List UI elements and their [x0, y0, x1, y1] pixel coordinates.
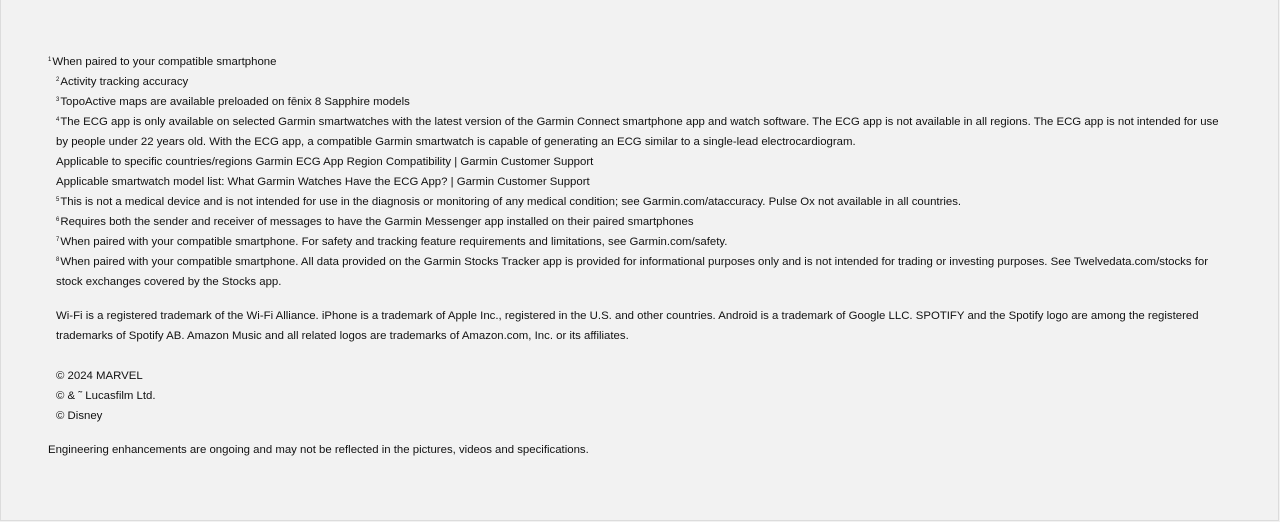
footnote-6 [48, 212, 1228, 232]
trademark-notice: Wi-Fi is a registered trademark of the Wi-Fi Alliance. iPhone is a trademark of Apple Inc., registered in the U.S. and other countries. Android is a trademark of Google LLC. SPOTIFY and the Spotify logo are among the registered trademarks of Spotify AB. Amazon Music and all related logos are trademarks of Amazon.com, Inc. or its affiliates. [56, 310, 1199, 342]
footnote-mark: 6 [56, 217, 60, 223]
spacer [48, 426, 1228, 440]
legal-disclaimer-section [48, 52, 1228, 460]
footnote-text: When paired with your compatible smartphone. All data provided on the Garmin Stocks Tracker app is provided for informational purposes only and is not intended for trading or investing purposes. See Twelvedata.com/stocks for stock exchanges covered by the Stocks app. [56, 256, 1209, 288]
footnote-2 [48, 72, 1228, 92]
ecg-model-text: Applicable smartwatch model list: What Garmin Watches Have the ECG App? | Garmin Customer Support [56, 176, 590, 188]
footnote-text: When paired with your compatible smartphone. For safety and tracking feature requirements and limitations, see Garmin.com/safety. [60, 236, 728, 248]
footnote-mark: 8 [56, 257, 60, 263]
footnote-mark: 7 [56, 237, 60, 243]
footnote-8 [48, 252, 1228, 292]
footnote-mark: 1 [48, 57, 52, 63]
ecg-region-text: Applicable to specific countries/regions Garmin ECG App Region Compatibility | Garmin Customer Support [56, 156, 594, 168]
engineering-note: Engineering enhancements are ongoing and may not be reflected in the pictures, videos and specifications. [48, 444, 589, 456]
spacer [48, 292, 1228, 306]
footnote-7 [48, 232, 1228, 252]
footnote-text: The ECG app is only available on selected Garmin smartwatches with the latest version of the Garmin Connect smartphone app and watch software. The ECG app is not available in all regions. The ECG app is not intended for use by people under 22 years old. With the ECG app, a compatible Garmin smartwatch is capable of generating an ECG similar to a single-lead electrocardiogram. [56, 116, 1219, 148]
ecg-model-list [48, 172, 1228, 192]
copyright-lucasfilm: © & ˜ Lucasfilm Ltd. [56, 390, 156, 402]
footnote-text: TopoActive maps are available preloaded on fēnix 8 Sapphire models [60, 96, 410, 108]
footnote-1 [48, 52, 1228, 72]
copyright-marvel: © 2024 MARVEL [56, 370, 143, 382]
footnote-3 [48, 92, 1228, 112]
footnote-mark: 5 [56, 197, 60, 203]
footnote-text: Activity tracking accuracy [60, 76, 189, 88]
ecg-region-compatibility [48, 152, 1228, 172]
footnote-text: This is not a medical device and is not intended for use in the diagnosis or monitoring of any medical condition; see Garmin.com/ataccuracy. Pulse Ox not available in all countries. [60, 196, 962, 208]
copyright-disney: © Disney [56, 410, 103, 422]
footnote-4 [48, 112, 1228, 152]
footnote-mark: 3 [56, 97, 60, 103]
footnote-mark: 2 [56, 77, 60, 83]
footnote-text: When paired to your compatible smartphone [52, 56, 277, 68]
footnote-5 [48, 192, 1228, 212]
spacer [48, 346, 1228, 366]
footnote-mark: 4 [56, 117, 60, 123]
footnote-text: Requires both the sender and receiver of messages to have the Garmin Messenger app installed on their paired smartphones [60, 216, 694, 228]
